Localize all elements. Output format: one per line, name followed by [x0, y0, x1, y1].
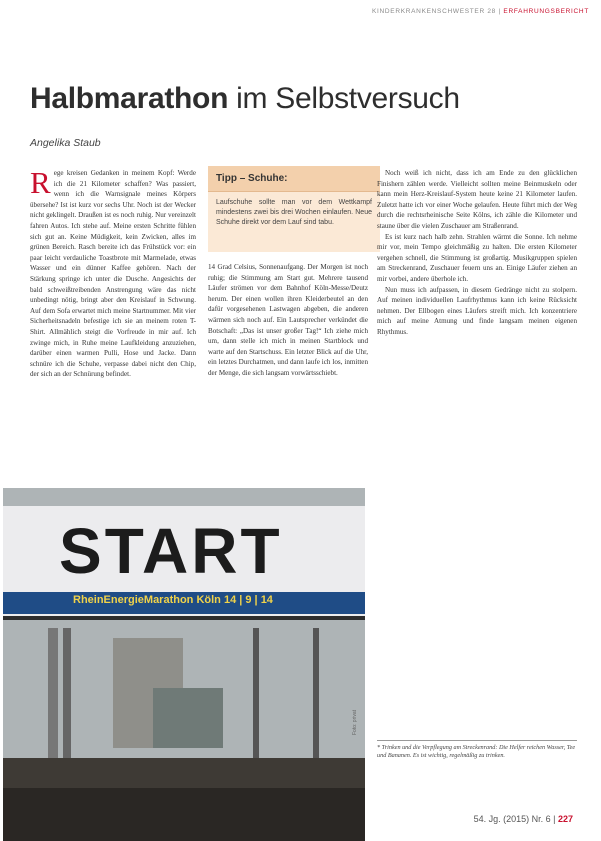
tip-box	[208, 166, 380, 252]
running-header	[372, 8, 589, 15]
title-rest: im Selbstversuch	[228, 82, 460, 115]
page-number: 227	[557, 814, 573, 824]
paragraph: 14 Grad Celsius, Sonnenaufgang. Der Morgen ist noch ruhig; die Stimmung am Start gut. Mehrere tausend Läufer strömen vor dem Bahnhof Köln-Messe/Deutz herum. Der einen wollen ihren Kleiderbeutel an den dafür vorgesehenen Lastwagen abgeben, die anderen wärmen sich noch auf. Ein Lautsprecher verkündet die Botschaft: „Das ist unser großer Tag!“ Ich ziehe mich um, dann stelle ich mich in meinen Startblock und warte auf den Startschuss. Ein letzter Blick auf die Uhr, ein letztes Durchatmen, und dann laufe ich los, inmitten der Menge, die sich langsam vorwärtsschiebt.	[208, 263, 368, 377]
issue-info: 54. Jg. (2015) Nr. 6 |	[473, 814, 556, 824]
paragraph: Es ist kurz nach halb zehn. Strahlen wärmt die Sonne. Ich nehme mir vor, mein Tempo gleichmäßig zu halten. Die ersten Kilometer vergehen schnell, die Stimmung ist großartig. Musikgruppen spielen am Streckenrand, Zuschauer feuern uns an. Einige Läufer ziehen an mir vorbei, andere überhole ich.	[377, 232, 577, 283]
tip-body: Laufschuhe sollte man vor dem Wettkampf mindestens zwei bis drei Wochen einlaufen. Neue Schuhe direkt vor dem Lauf sind tabu.	[216, 199, 372, 226]
text-column-3	[377, 168, 577, 338]
photo-credit: Foto: privat	[352, 709, 358, 735]
paragraph: Nun muss ich aufpassen, in diesem Gedränge nicht zu stolpern. Auf meinen individuellen Laufrhythmus kann ich keine Rücksicht nehmen. Der Ellbogen eines Läufers streift mich. Ich konzentriere mich auf meine Atmung und finde langsam meinen eigenen Rhythmus.	[377, 285, 577, 336]
banner-event-name: RheinEnergieMarathon Köln 14 | 9 | 14	[73, 594, 273, 606]
header-separator: |	[496, 8, 504, 15]
drop-cap: R	[30, 165, 51, 200]
section-name: ERFAHRUNGSBERICHT	[503, 8, 589, 15]
journal-name: KINDERKRANKENSCHWESTER 28	[371, 8, 497, 15]
start-banner	[3, 506, 365, 620]
paragraph: Rege kreisen Gedanken in meinem Kopf: Werde ich die 21 Kilometer schaffen? Was passiert, wenn ich die Warnsignale meines Körpers übersehe? Ist ist kurz vor sechs Uhr. Noch ist der Wecker nicht geklingelt. Draußen ist es noch ruhig. Nur vereinzelt fahren Autos. Ich stehe auf. Meine ersten Schritte fühlen sich gut an. Keine Müdigkeit, kein Zwicken, alles im grünen Bereich. Rasch bereite ich das Frühstück vor: ein paar leicht verdauliche Toastbrote mit Marmelade, etwas Wasser und ein dünner Kaffee gehören. Nach der Stärkung springe ich unter die Dusche. Angesichts der bald schweißtreibenden Anstrengung wäre das nicht unbedingt nötig, bringt aber den Kreislauf in Schwung. Auf dem Sofa erwartet mich meine Startnummer. Mit vier Sicherheitsnadeln befestige ich sie an meinem roten T-Shirt. Allmählich steigt die Vorfreude in mir auf. Ich zwinge mich, in Ruhe meine Laufkleidung anzuziehen, darüber einen warmen Pulli, Hose und Jacke. Dann schnüre ich die Schuhe, verpasse dabei nicht den Chip, der sich an der Schnürung befindet.	[30, 165, 196, 379]
footnote: * Trinken und die Verpflegung am Streckenrand: Die Helfer reichen Wasser, Tee und Bananen. Es ist wichtig, regelmäßig zu trinken.	[377, 740, 577, 761]
text-column-1	[30, 165, 196, 380]
author-byline: Angelika Staub	[30, 137, 101, 149]
start-line-photo	[3, 488, 365, 841]
banner-start-word: START	[59, 515, 283, 587]
page-folio	[474, 814, 573, 824]
article-title	[30, 82, 460, 116]
title-bold: Halbmarathon	[30, 82, 229, 115]
tip-heading: Tipp – Schuhe:	[208, 166, 380, 192]
text-column-2	[208, 262, 368, 379]
paragraph: Noch weiß ich nicht, dass ich am Ende zu den glücklichen Finishern zählen werde. Vielleicht sollten meine Beinmuskeln oder kann mein Herz-Kreislauf-System heute keine 21 Kilometer laufen. Zuletzt hatte ich vor einer Woche gelaufen. Heute führt mich der Weg durch die rechtsrheinische Seite Kölns, ich zähle die Kilometer und staune über die vielen Zuschauer am Straßenrand.	[377, 169, 577, 230]
